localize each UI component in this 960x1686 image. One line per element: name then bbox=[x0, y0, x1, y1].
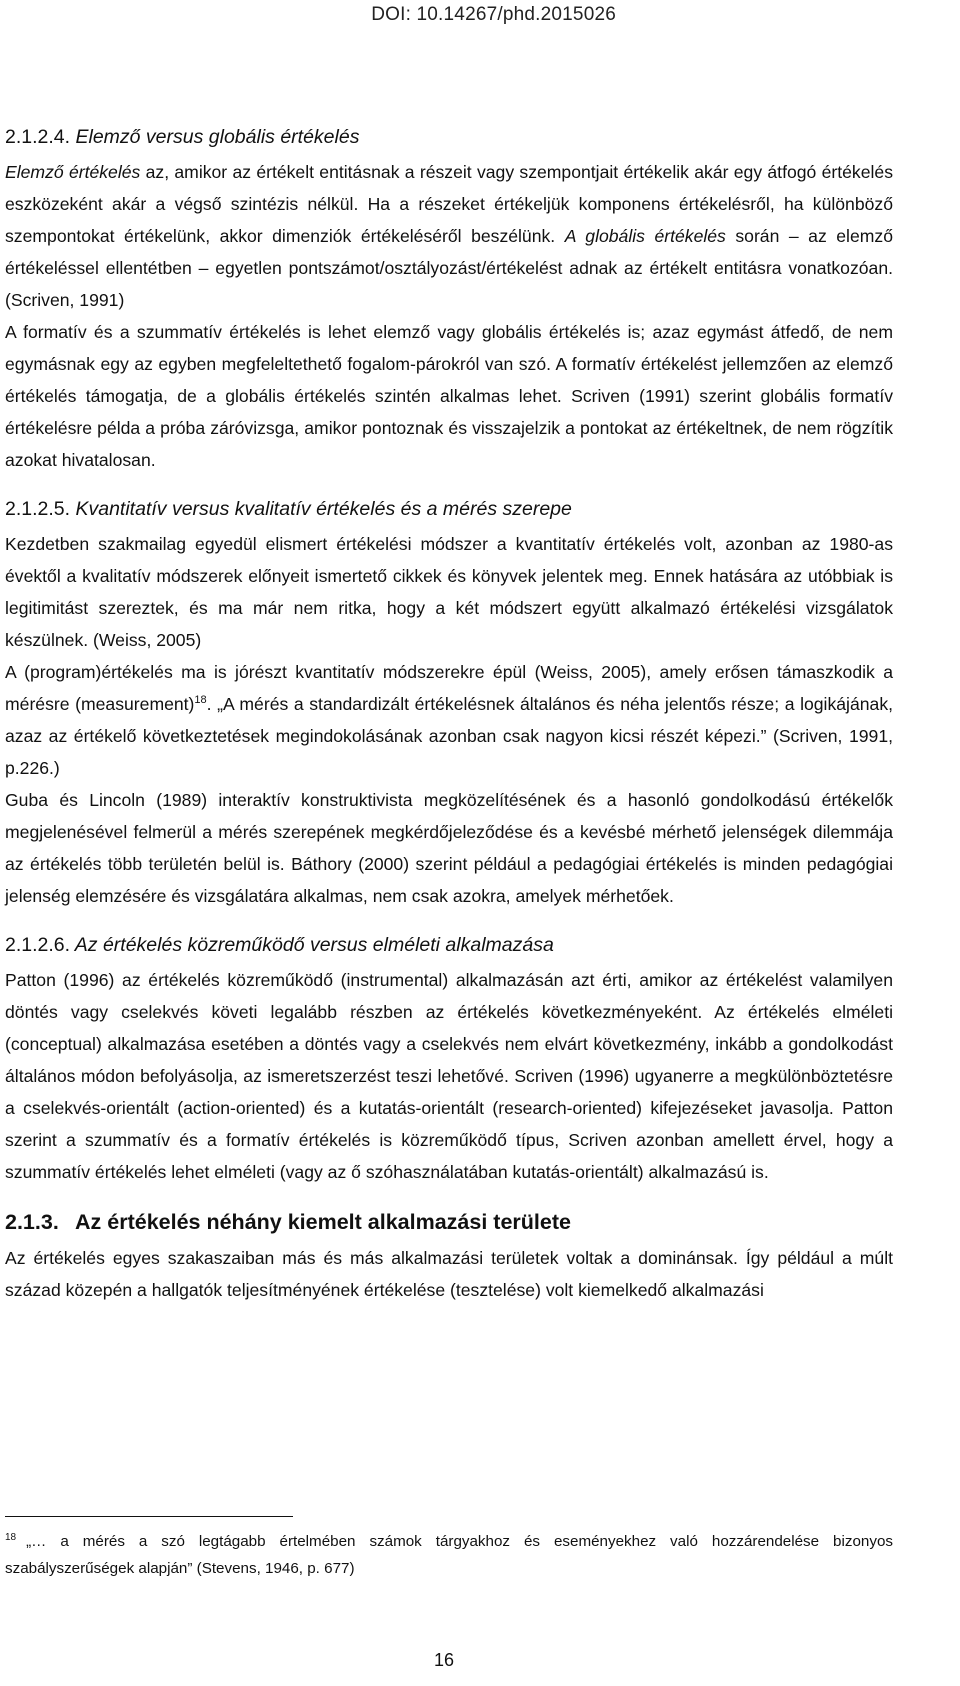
section-title: Az értékelés néhány kiemelt alkalmazási területe bbox=[75, 1210, 571, 1234]
footnote-text: „… a mérés a szó legtágabb értelmében számok tárgyakhoz és eseményekhez való hozzárendelése bizonyos szabályszerűségek alapján” (Stevens, 1946, p. 677) bbox=[5, 1533, 893, 1578]
footnote bbox=[5, 1524, 893, 1582]
paragraph: A formatív és a szummatív értékelés is lehet elemző vagy globális értékelés is; azaz egymást átfedő, de nem egymásnak egy az egyben megfeleltethető fogalom-párokról van szó. A formatív értékelést jellemzően az elemző értékelés támogatja, de a globális értékelés szintén alkalmas lehet. Scriven (1991) szerint globális formatív értékelésre példa a próba záróvizsga, amikor pontoznak és visszajelzik a pontokat az értékeltnek, de nem rögzítik azokat hivatalosan. bbox=[5, 322, 893, 470]
section-number: 2.1.2.4. bbox=[5, 126, 71, 148]
italic-term: Elemző értékelés bbox=[5, 162, 141, 182]
section-title: Az értékelés közreműködő versus elméleti alkalmazása bbox=[74, 934, 554, 956]
footnote-reference[interactable]: 18 bbox=[194, 694, 207, 707]
footnote-separator bbox=[5, 1516, 293, 1517]
section-number: 2.1.2.5. bbox=[5, 498, 71, 520]
page-body bbox=[5, 118, 893, 1306]
paragraph: Patton (1996) az értékelés közreműködő (instrumental) alkalmazásán azt érti, amikor az értékelést valamilyen döntés vagy cselekvés követi legalább részben az értékelés következményeként. Az értékelés elméleti (conceptual) alkalmazása esetében a döntés vagy a cselekvés nem elvárt következmény, inkább a gondolkodást általános módon befolyásolja, az ismeretszerzést teszi lehetővé. Scriven (1996) ugyanerre a megkülönböztetésre a cselekvés-orientált (action-oriented) és a kutatás-orientált (research-oriented) kifejezéseket javasolja. Patton szerint a szummatív és a formatív értékelés is közreműködő típus, Scriven azonban amellett érvel, hogy a szummatív értékelés lehet elméleti (vagy az ő szóhasználatában kutatás-orientált) alkalmazású is. bbox=[5, 970, 893, 1182]
paragraph: Kezdetben szakmailag egyedül elismert értékelési módszer a kvantitatív értékelés volt, azonban az 1980-as évektől a kvalitatív módszerek előnyeit ismertető cikkek és könyvek jelentek meg. Ennek hatására az utóbbiak is legitimitást szereztek, és ma már nem ritka, hogy a két módszert együtt alkalmazó értékelési vizsgálatok készülnek. (Weiss, 2005) bbox=[5, 534, 893, 650]
text-run: A (program)értékelés ma is jórészt kvantitatív módszerekre épül (Weiss, 2005), amely erősen támaszkodik a mérésre (measurement) bbox=[5, 662, 893, 714]
italic-term: A globális értékelés bbox=[564, 226, 726, 246]
section-number: 2.1.2.6. bbox=[5, 934, 71, 956]
footnote-number: 18 bbox=[5, 1532, 17, 1543]
section-number: 2.1.3. bbox=[5, 1210, 59, 1234]
text-run: . „A mérés a standardizált értékelésnek általános és néha jelentős része; a logikájának, azaz az értékelő következtetések megindokolásának azonban csak nagyon kicsi részét képezi.” (Scriven, 1991, p.226.) bbox=[5, 694, 893, 778]
text-run: az, amikor az értékelt entitásnak a részeit vagy szempontjait értékelik akár egy átfogó értékelés eszközeként akár a végső szintézis nélkül. Ha a részeket értékeljük komponens értékelésről, ha különböző szempontokat értékelünk, akkor dimenziók értékeléséről beszélünk. bbox=[5, 162, 893, 246]
section-heading-2-1-3 bbox=[5, 1202, 893, 1242]
section-heading-2-1-2-4 bbox=[5, 118, 893, 156]
paragraph: Guba és Lincoln (1989) interaktív konstruktivista megközelítésének és a hasonló gondolkodású értékelők megjelenésével felmerül a mérés szerepének megkérdőjeleződése és a kevésbé mérhető jelenségek dilemmája az értékelés több területén belül is. Báthory (2000) szerint például a pedagógiai értékelés is minden pedagógiai jelenség elemzésére és vizsgálatára alkalmas, nem csak azokra, amelyek mérhetőek. bbox=[5, 790, 893, 906]
section-title: Elemző versus globális értékelés bbox=[75, 126, 360, 148]
paragraph bbox=[5, 656, 893, 784]
paragraph bbox=[5, 156, 893, 316]
page-number: 16 bbox=[433, 1650, 455, 1670]
paragraph: Az értékelés egyes szakaszaiban más és más alkalmazási területek voltak a dominánsak. Így például a múlt század közepén a hallgatók teljesítményének értékelése (tesztelése) volt kiemelkedő alkalmazási bbox=[5, 1248, 893, 1300]
section-title: Kvantitatív versus kvalitatív értékelés és a mérés szerepe bbox=[75, 498, 572, 520]
doi-header: DOI: 10.14267/phd.2015026 bbox=[371, 4, 616, 25]
section-heading-2-1-2-5 bbox=[5, 490, 893, 528]
section-heading-2-1-2-6 bbox=[5, 926, 893, 964]
text-run: során – az elemző értékeléssel ellentétben – egyetlen pontszámot/osztályozást/értékelést adnak az értékelt entitásra vonatkozóan. (Scriven, 1991) bbox=[5, 226, 893, 310]
